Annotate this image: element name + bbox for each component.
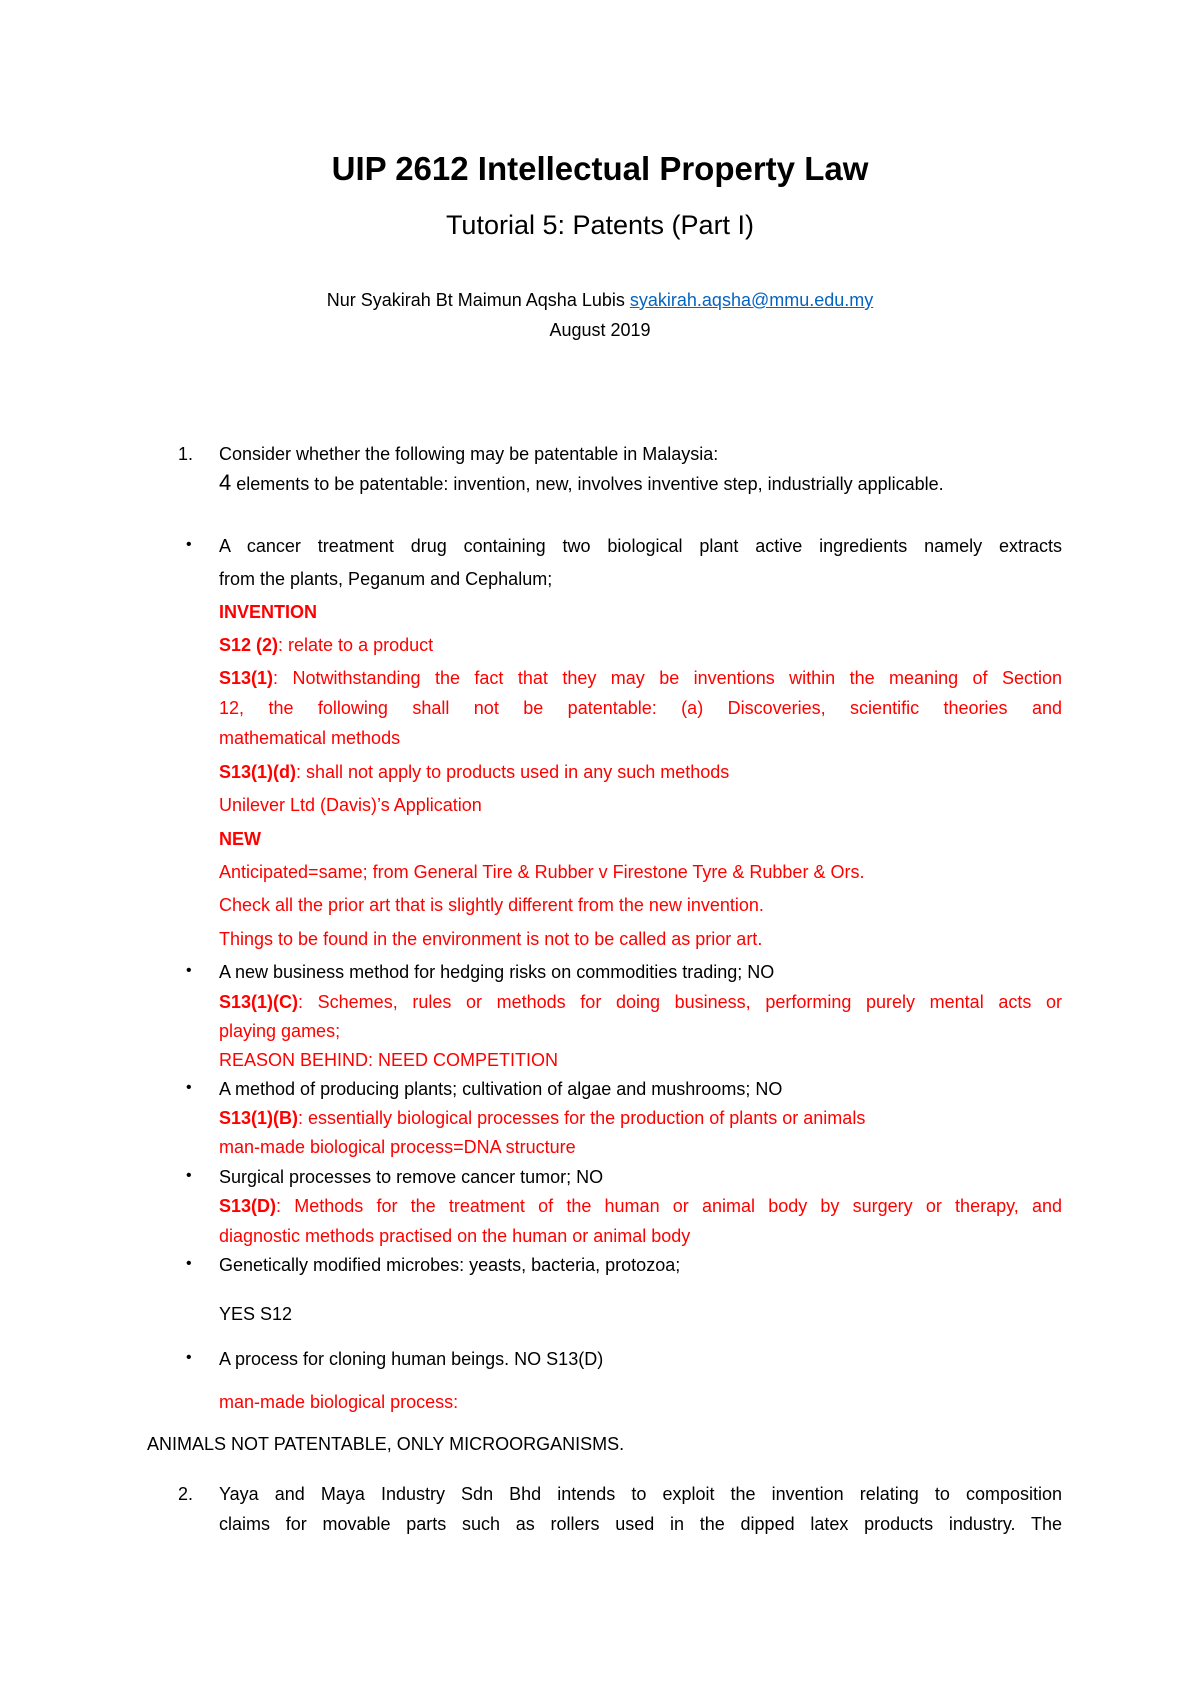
s13d-treatment-label: S13(D) bbox=[219, 1196, 277, 1216]
s12-label: S12 (2) bbox=[219, 635, 279, 655]
s13d-text: : shall not apply to products used in any such methods bbox=[296, 762, 730, 782]
s13d-treatment-line-1 bbox=[219, 1196, 1062, 1217]
bullet-icon: • bbox=[186, 536, 192, 553]
s13-text-1: : Notwithstanding the fact that they may be inventions within the meaning of Section bbox=[273, 668, 1062, 688]
elements-text: elements to be patentable: invention, new, involves inventive step, industrially applicable. bbox=[231, 474, 944, 494]
s13c-note-line-1 bbox=[219, 992, 1062, 1013]
author-line bbox=[0, 290, 1200, 311]
question-1-number: 1. bbox=[178, 444, 194, 464]
bullet-icon: • bbox=[186, 1079, 192, 1096]
item-5-answer: YES S12 bbox=[219, 1304, 293, 1324]
prior-art-environment-note: Things to be found in the environment is not to be called as prior art. bbox=[219, 929, 763, 949]
s13d-treatment-text-1: : Methods for the treatment of the human or animal body by surgery or therapy, and bbox=[276, 1196, 1062, 1216]
bullet-icon: • bbox=[186, 1255, 192, 1272]
author-name: Nur Syakirah Bt Maimun Aqsha Lubis bbox=[326, 290, 625, 310]
question-2-line-2: claims for movable parts such as rollers used in the dipped latex products industry. The bbox=[219, 1514, 1062, 1534]
item-3-line-1: A method of producing plants; cultivation of algae and mushrooms; NO bbox=[219, 1079, 783, 1099]
s13b-label: S13(1)(B) bbox=[219, 1108, 299, 1128]
patentability-elements bbox=[219, 470, 944, 496]
item-2-line-1: A new business method for hedging risks on commodities trading; NO bbox=[219, 962, 775, 982]
document-subtitle: Tutorial 5: Patents (Part I) bbox=[445, 210, 755, 240]
invention-heading: INVENTION bbox=[219, 602, 318, 622]
s12-note bbox=[219, 635, 433, 656]
s13c-label: S13(1)(C) bbox=[219, 992, 299, 1012]
s13c-text-1: : Schemes, rules or methods for doing business, performing purely mental acts or bbox=[298, 992, 1062, 1012]
item-5-line-1: Genetically modified microbes: yeasts, bacteria, protozoa; bbox=[219, 1255, 681, 1275]
question-2-line-1: Yaya and Maya Industry Sdn Bhd intends to exploit the invention relating to composition bbox=[219, 1484, 1062, 1504]
item-4-line-1: Surgical processes to remove cancer tumor; NO bbox=[219, 1167, 604, 1187]
s12-text: : relate to a product bbox=[278, 635, 434, 655]
anticipated-note: Anticipated=same; from General Tire & Rubber v Firestone Tyre & Rubber & Ors. bbox=[219, 862, 865, 882]
item-1-line-2: from the plants, Peganum and Cephalum; bbox=[219, 569, 553, 589]
s13-note-line-1 bbox=[219, 668, 1062, 689]
question-1-prompt: Consider whether the following may be patentable in Malaysia: bbox=[219, 444, 719, 464]
item-6-line-1: A process for cloning human beings. NO S13(D) bbox=[219, 1349, 604, 1369]
reason-note: REASON BEHIND: NEED COMPETITION bbox=[219, 1050, 559, 1070]
dna-structure-note: man-made biological process=DNA structure bbox=[219, 1137, 576, 1157]
s13c-note-line-2: playing games; bbox=[219, 1021, 341, 1041]
author-email-link[interactable]: syakirah.aqsha@mmu.edu.my bbox=[629, 290, 874, 310]
s13-note-line-3: mathematical methods bbox=[219, 728, 401, 748]
s13d-treatment-line-2: diagnostic methods practised on the human or animal body bbox=[219, 1226, 691, 1246]
s13-note-line-2: 12, the following shall not be patentable: (a) Discoveries, scientific theories and bbox=[219, 698, 1062, 718]
s13b-note bbox=[219, 1108, 865, 1129]
bullet-icon: • bbox=[186, 1167, 192, 1184]
animals-note: ANIMALS NOT PATENTABLE, ONLY MICROORGANISMS. bbox=[147, 1434, 625, 1454]
question-2-number: 2. bbox=[178, 1484, 194, 1504]
document-date: August 2019 bbox=[549, 320, 651, 340]
bullet-icon: • bbox=[186, 1349, 192, 1366]
elements-count: 4 bbox=[219, 470, 232, 495]
s13d-note bbox=[219, 762, 729, 783]
bullet-icon: • bbox=[186, 962, 192, 979]
s13b-text: : essentially biological processes for the production of plants or animals bbox=[298, 1108, 866, 1128]
document-title: UIP 2612 Intellectual Property Law bbox=[331, 150, 869, 187]
s13-label: S13(1) bbox=[219, 668, 274, 688]
unilever-case: Unilever Ltd (Davis)’s Application bbox=[219, 795, 482, 815]
item-1-line-1: A cancer treatment drug containing two biological plant active ingredients namely extracts bbox=[219, 536, 1062, 556]
new-heading: NEW bbox=[219, 829, 261, 849]
s13d-label: S13(1)(d) bbox=[219, 762, 297, 782]
prior-art-check-note: Check all the prior art that is slightly different from the new invention. bbox=[219, 895, 764, 915]
item-6-manmade-note: man-made biological process: bbox=[219, 1392, 459, 1412]
